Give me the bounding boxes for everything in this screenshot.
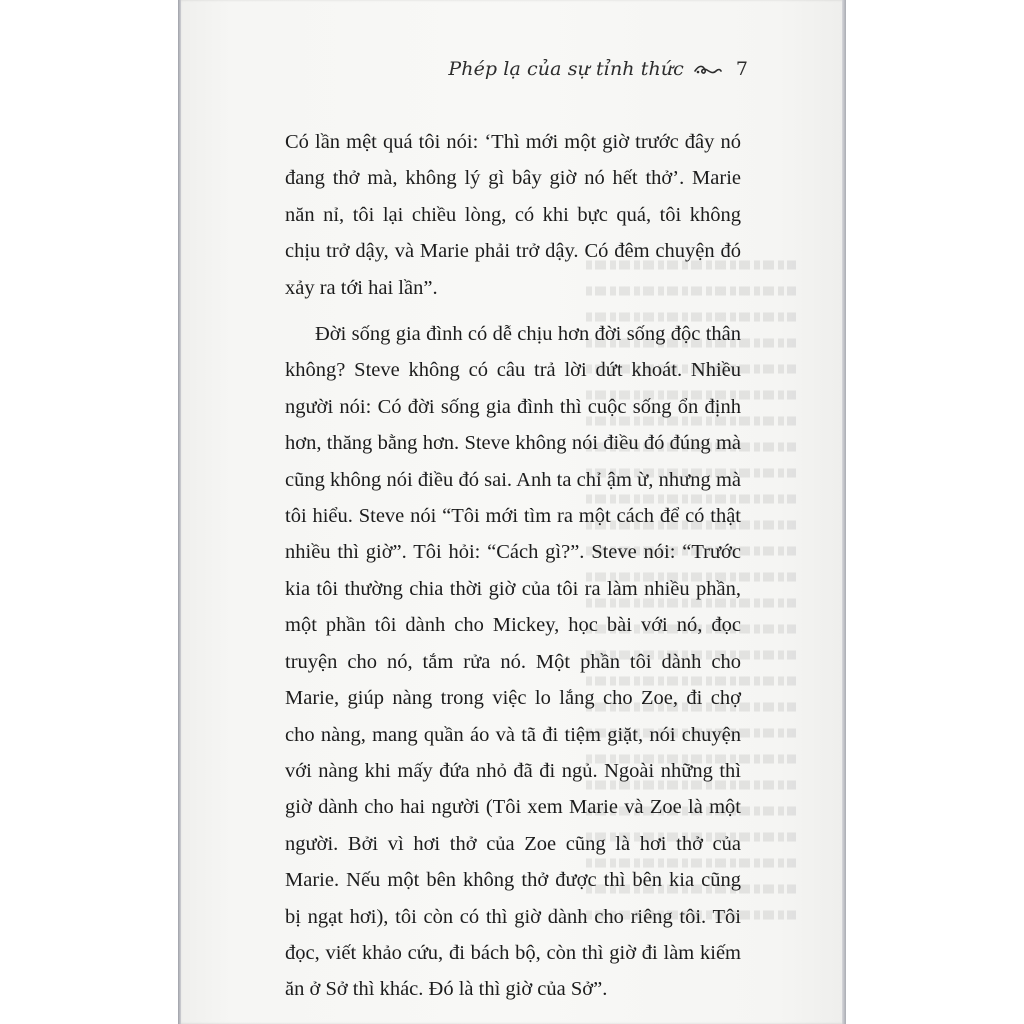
- page-gutter-edge: [178, 0, 181, 1024]
- running-header: [448, 58, 748, 80]
- paragraph-1: Có lần mệt quá tôi nói: ‘Thì mới một giờ trước đây nó đang thở mà, không lý gì bây giờ nó hết thở’. Marie năn nỉ, tôi lại chiều lòng, có khi bực quá, tôi không chịu trở dậy, và Marie phải trở dậy. Có đêm chuyện đó xảy ra tới hai lần”.: [285, 131, 741, 299]
- floral-swash-icon: [694, 62, 722, 76]
- body-text: [285, 124, 741, 1018]
- backdrop-left: [0, 0, 178, 1024]
- book-page: [178, 0, 846, 1024]
- page-fore-edge: [842, 0, 846, 1024]
- page-number: 7: [735, 58, 748, 80]
- paragraph-2: Đời sống gia đình có dễ chịu hơn đời sống độc thân không? Steve không có câu trả lời dứt khoát. Nhiều người nói: Có đời sống gia đình thì cuộc sống ổn định hơn, thăng bằng hơn. Steve không nói điều đó đúng mà cũng không nói điều đó sai. Anh ta chỉ ậm ừ, nhưng mà tôi hiểu. Steve nói “Tôi mới tìm ra một cách để có thật nhiều thì giờ”. Tôi hỏi: “Cách gì?”. Steve nói: “Trước kia tôi thường chia thời giờ của tôi ra làm nhiều phần, một phần tôi dành cho Mickey, học bài với nó, đọc truyện cho nó, tắm rửa nó. Một phần tôi dành cho Marie, giúp nàng trong việc lo lắng cho Zoe, đi chợ cho nàng, mang quần áo và tã đi tiệm giặt, nói chuyện với nàng khi mấy đứa nhỏ đã đi ngủ. Ngoài những thì giờ dành cho hai người (Tôi xem Marie và Zoe là một người. Bởi vì hơi thở của Zoe cũng là hơi thở của Marie. Nếu một bên không thở được thì bên kia cũng bị ngạt hơi), tôi còn có thì giờ dành cho riêng tôi. Tôi đọc, viết khảo cứu, đi bách bộ, còn thì giờ đi làm kiếm ăn ở Sở thì khác. Đó là thì giờ của Sở”.: [285, 323, 741, 1001]
- backdrop-right: [846, 0, 1024, 1024]
- running-title: Phép lạ của sự tỉnh thức: [448, 58, 684, 80]
